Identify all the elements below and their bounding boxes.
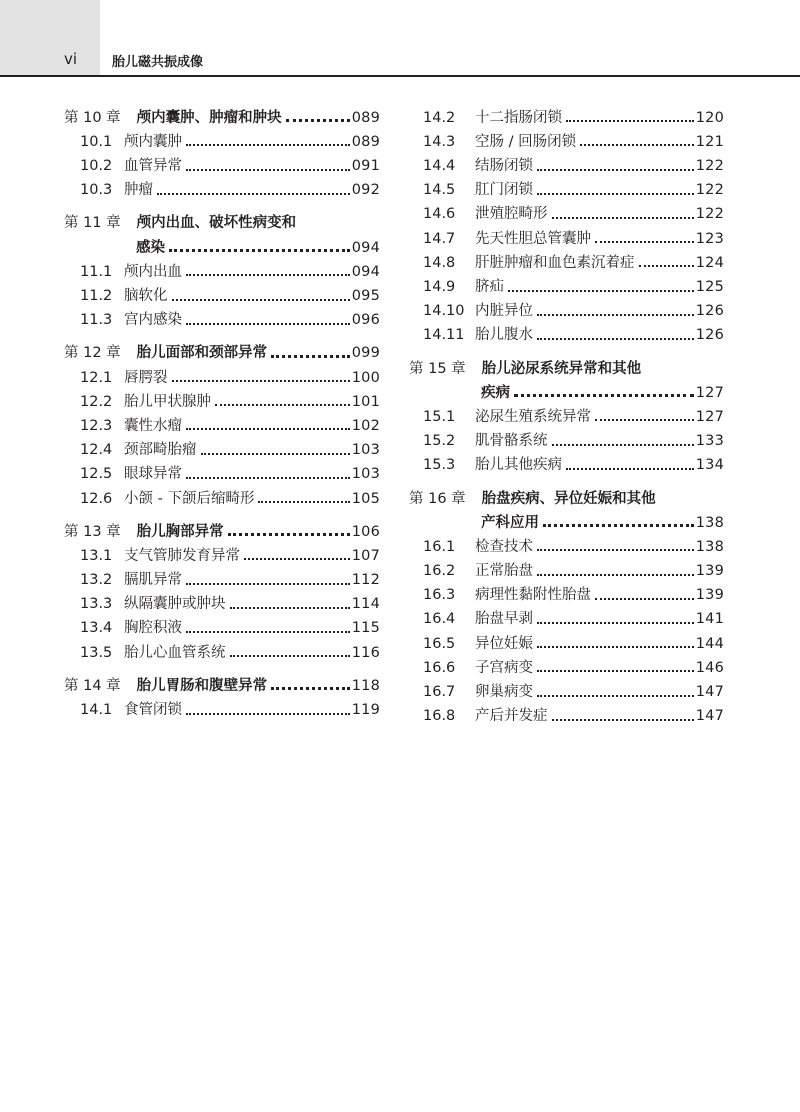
section-title: 内脏异位 xyxy=(475,303,533,320)
toc-section-entry xyxy=(64,255,380,279)
toc-right-column xyxy=(409,101,724,733)
section-page-number: 139 xyxy=(695,563,724,580)
chapter-heading-line xyxy=(409,352,724,376)
dot-leader xyxy=(537,193,694,195)
section-page-number: 107 xyxy=(351,547,380,564)
section-page-number: 100 xyxy=(351,369,380,386)
section-page-number: 089 xyxy=(351,133,380,150)
section-title: 膈肌异常 xyxy=(124,572,182,589)
dot-leader xyxy=(537,169,694,171)
section-number: 16.3 xyxy=(423,587,456,604)
chapter-heading xyxy=(64,207,380,255)
section-page-number: 147 xyxy=(695,684,724,700)
chapter-heading xyxy=(64,337,380,361)
toc-section-entry xyxy=(64,149,380,173)
section-page-number: 126 xyxy=(695,327,724,344)
section-title: 肛门闭锁 xyxy=(475,182,533,199)
section-title: 支气管肺发育异常 xyxy=(124,547,240,564)
toc-section-entry xyxy=(409,198,724,222)
toc-section-entry xyxy=(64,588,380,612)
toc-chapter-block xyxy=(64,207,380,328)
toc-section-entry xyxy=(409,125,724,149)
dot-leader xyxy=(537,314,694,316)
toc-section-entry xyxy=(64,563,380,587)
section-number: 16.2 xyxy=(423,563,456,580)
section-page-number: 122 xyxy=(695,182,724,199)
toc-section-entry xyxy=(409,449,724,473)
dot-leader xyxy=(230,655,350,657)
section-title: 眼球异常 xyxy=(124,466,182,483)
section-number: 12.5 xyxy=(80,466,113,483)
section-number: 16.8 xyxy=(423,708,456,725)
section-title: 胎儿其他疾病 xyxy=(475,457,562,474)
chapter-heading xyxy=(64,669,380,693)
section-title: 卵巢病变 xyxy=(475,684,533,700)
dot-leader xyxy=(595,419,694,421)
section-title: 脑软化 xyxy=(124,288,168,304)
chapter-title: 胎盘疾病、异位妊娠和其他 xyxy=(481,490,656,507)
section-title: 泌尿生殖系统异常 xyxy=(475,408,591,425)
chapter-heading-line xyxy=(409,506,724,530)
dot-leader xyxy=(595,598,694,600)
chapter-title: 产科应用 xyxy=(481,514,539,531)
toc-section-entry xyxy=(409,603,724,627)
section-page-number: 122 xyxy=(695,158,724,175)
section-page-number: 147 xyxy=(695,708,724,725)
dot-leader xyxy=(215,404,350,406)
section-number: 13.3 xyxy=(80,596,113,613)
chapter-page-number: 099 xyxy=(351,345,380,362)
chapter-title: 感染 xyxy=(136,239,165,256)
chapter-heading-line xyxy=(64,669,380,693)
chapter-page-number: 118 xyxy=(351,677,380,694)
section-number: 16.7 xyxy=(423,684,456,700)
dot-leader xyxy=(537,622,694,624)
toc-section-entry xyxy=(64,433,380,457)
section-title: 血管异常 xyxy=(124,158,182,175)
section-title: 十二指肠闭锁 xyxy=(475,109,562,126)
section-title: 颈部畸胎瘤 xyxy=(124,442,197,459)
section-number: 14.6 xyxy=(423,206,456,223)
section-title: 产后并发症 xyxy=(475,708,548,725)
chapter-heading-line xyxy=(409,376,724,400)
toc-section-entry xyxy=(64,636,380,660)
section-title: 正常胎盘 xyxy=(475,563,533,580)
section-page-number: 116 xyxy=(351,644,380,661)
section-title: 食管闭锁 xyxy=(124,702,182,718)
section-number: 10.3 xyxy=(80,182,113,199)
chapter-title: 颅内出血、破坏性病变和 xyxy=(136,215,297,232)
dot-leader xyxy=(186,583,350,585)
header-rule xyxy=(0,75,800,77)
dot-leader xyxy=(514,394,694,397)
section-number: 10.2 xyxy=(80,158,113,175)
toc-section-entry xyxy=(64,693,380,717)
section-title: 肌骨骼系统 xyxy=(475,433,548,450)
section-number: 11.2 xyxy=(80,288,113,304)
toc-section-entry xyxy=(64,279,380,303)
section-page-number: 091 xyxy=(351,158,380,175)
dot-leader xyxy=(580,144,694,146)
section-page-number: 112 xyxy=(351,572,380,589)
dot-leader xyxy=(230,607,350,609)
section-page-number: 103 xyxy=(351,466,380,483)
section-page-number: 115 xyxy=(351,620,380,637)
section-title: 肿瘤 xyxy=(124,182,153,199)
section-number: 11.1 xyxy=(80,263,113,280)
toc-section-entry xyxy=(409,101,724,125)
toc-section-entry xyxy=(64,482,380,506)
dot-leader xyxy=(186,428,350,430)
toc-section-entry xyxy=(64,539,380,563)
section-number: 14.4 xyxy=(423,158,456,175)
section-number: 14.9 xyxy=(423,279,456,295)
toc-section-entry xyxy=(409,700,724,724)
section-page-number: 102 xyxy=(351,417,380,434)
section-title: 空肠 / 回肠闭锁 xyxy=(475,133,577,150)
toc-section-entry xyxy=(409,579,724,603)
section-title: 结肠闭锁 xyxy=(475,158,533,175)
section-number: 16.1 xyxy=(423,538,456,555)
toc-section-entry xyxy=(409,530,724,554)
chapter-number: 第 10 章 xyxy=(64,109,121,126)
dot-leader xyxy=(543,524,694,527)
chapter-heading-line xyxy=(64,337,380,361)
section-number: 12.2 xyxy=(80,393,113,410)
section-page-number: 092 xyxy=(351,182,380,199)
toc-section-entry xyxy=(409,424,724,448)
toc-section-entry xyxy=(409,400,724,424)
dot-leader xyxy=(537,646,694,648)
chapter-page-number: 106 xyxy=(351,523,380,540)
section-number: 14.8 xyxy=(423,254,456,271)
dot-leader xyxy=(566,468,694,470)
section-page-number: 124 xyxy=(695,254,724,271)
chapter-heading xyxy=(64,101,380,125)
section-page-number: 139 xyxy=(695,587,724,604)
chapter-heading xyxy=(64,515,380,539)
section-title: 子宫病变 xyxy=(475,659,533,676)
dot-leader xyxy=(172,299,350,301)
dot-leader xyxy=(186,323,350,325)
section-number: 13.4 xyxy=(80,620,113,637)
toc-section-entry xyxy=(409,246,724,270)
toc-section-entry xyxy=(409,651,724,675)
section-number: 15.3 xyxy=(423,457,456,474)
section-number: 14.11 xyxy=(423,327,465,344)
toc-section-entry xyxy=(64,385,380,409)
section-number: 16.4 xyxy=(423,611,456,628)
section-number: 15.1 xyxy=(423,408,456,425)
chapter-page-number: 089 xyxy=(351,109,380,126)
section-title: 胎儿甲状腺肿 xyxy=(124,393,211,410)
section-number: 12.1 xyxy=(80,369,113,386)
toc-section-entry xyxy=(409,675,724,699)
chapter-heading xyxy=(409,482,724,530)
chapter-heading-line xyxy=(64,231,380,255)
section-page-number: 120 xyxy=(695,109,724,126)
section-number: 14.5 xyxy=(423,182,456,199)
dot-leader xyxy=(186,477,350,479)
dot-leader xyxy=(186,169,350,171)
section-page-number: 103 xyxy=(351,442,380,459)
section-title: 胎儿腹水 xyxy=(475,327,533,344)
dot-leader xyxy=(201,453,350,455)
toc-chapter-block xyxy=(64,337,380,506)
section-page-number: 096 xyxy=(351,312,380,329)
toc-section-entry xyxy=(64,174,380,198)
section-title: 颅内出血 xyxy=(124,263,182,280)
toc-chapter-block xyxy=(409,482,724,724)
dot-leader xyxy=(271,687,350,690)
dot-leader xyxy=(186,713,350,715)
toc-left-column xyxy=(64,101,380,727)
chapter-number: 第 11 章 xyxy=(64,215,121,232)
toc-section-entry xyxy=(409,270,724,294)
dot-leader xyxy=(271,355,350,358)
section-title: 胎儿心血管系统 xyxy=(124,644,226,661)
section-title: 病理性黏附性胎盘 xyxy=(475,587,591,604)
dot-leader xyxy=(157,193,350,195)
toc-section-entry xyxy=(409,222,724,246)
dot-leader xyxy=(537,338,694,340)
section-title: 唇腭裂 xyxy=(124,369,168,386)
toc-chapter-block xyxy=(409,352,724,473)
chapter-number: 第 13 章 xyxy=(64,523,121,540)
section-page-number: 122 xyxy=(695,206,724,223)
running-book-title: 胎儿磁共振成像 xyxy=(112,55,204,70)
section-title: 先天性胆总管囊肿 xyxy=(475,230,591,247)
section-title: 脐疝 xyxy=(475,279,504,295)
chapter-heading-line xyxy=(64,101,380,125)
toc-section-entry xyxy=(64,304,380,328)
section-title: 小颌 - 下颌后缩畸形 xyxy=(124,490,255,507)
chapter-page-number: 138 xyxy=(695,514,724,531)
section-title: 颅内囊肿 xyxy=(124,133,182,150)
dot-leader xyxy=(552,444,694,446)
section-number: 16.5 xyxy=(423,635,456,652)
section-number: 14.1 xyxy=(80,702,113,718)
chapter-title: 胎儿胃肠和腹壁异常 xyxy=(136,677,268,694)
dot-leader xyxy=(186,274,350,276)
dot-leader xyxy=(537,670,694,672)
dot-leader xyxy=(552,719,694,721)
dot-leader xyxy=(537,574,694,576)
section-page-number: 101 xyxy=(351,393,380,410)
section-number: 12.4 xyxy=(80,442,113,459)
section-page-number: 141 xyxy=(695,611,724,628)
chapter-number: 第 15 章 xyxy=(409,360,466,377)
page-number: vi xyxy=(64,50,78,68)
chapter-heading-line xyxy=(64,515,380,539)
section-page-number: 105 xyxy=(351,490,380,507)
section-page-number: 125 xyxy=(695,279,724,295)
section-page-number: 094 xyxy=(351,263,380,280)
toc-section-entry xyxy=(409,174,724,198)
section-number: 14.2 xyxy=(423,109,456,126)
chapter-title: 胎儿泌尿系统异常和其他 xyxy=(481,360,642,377)
section-page-number: 114 xyxy=(351,596,380,613)
section-title: 纵隔囊肿或肿块 xyxy=(124,596,226,613)
section-number: 13.1 xyxy=(80,547,113,564)
section-title: 肝脏肿瘤和血色素沉着症 xyxy=(475,254,635,271)
chapter-page-number: 094 xyxy=(351,239,380,256)
dot-leader xyxy=(172,380,350,382)
dot-leader xyxy=(595,241,694,243)
toc-section-entry xyxy=(64,409,380,433)
section-number: 14.10 xyxy=(423,303,465,320)
section-number: 15.2 xyxy=(423,433,456,450)
dot-leader xyxy=(186,144,350,146)
section-title: 胎盘早剥 xyxy=(475,611,533,628)
chapter-heading-line xyxy=(64,207,380,231)
section-number: 10.1 xyxy=(80,133,113,150)
dot-leader xyxy=(537,549,694,551)
section-page-number: 123 xyxy=(695,230,724,247)
section-title: 检查技术 xyxy=(475,538,533,555)
dot-leader xyxy=(508,290,694,292)
section-number: 14.3 xyxy=(423,133,456,150)
chapter-heading-line xyxy=(409,482,724,506)
section-number: 14.7 xyxy=(423,230,456,247)
chapter-number: 第 16 章 xyxy=(409,490,466,507)
dot-leader xyxy=(639,265,694,267)
toc-chapter-block xyxy=(409,101,724,343)
toc-section-entry xyxy=(409,319,724,343)
section-number: 13.2 xyxy=(80,572,113,589)
toc-section-entry xyxy=(64,125,380,149)
section-page-number: 126 xyxy=(695,303,724,320)
toc-chapter-block xyxy=(64,515,380,660)
section-page-number: 138 xyxy=(695,538,724,555)
section-number: 13.5 xyxy=(80,644,113,661)
dot-leader xyxy=(244,558,350,560)
section-number: 12.6 xyxy=(80,490,113,507)
dot-leader xyxy=(228,533,350,536)
chapter-heading xyxy=(409,352,724,400)
section-page-number: 119 xyxy=(351,702,380,718)
toc-chapter-block xyxy=(64,101,380,198)
chapter-title: 胎儿面部和颈部异常 xyxy=(136,345,268,362)
section-title: 宫内感染 xyxy=(124,312,182,329)
section-page-number: 144 xyxy=(695,635,724,652)
chapter-title: 疾病 xyxy=(481,384,510,401)
section-page-number: 121 xyxy=(695,133,724,150)
chapter-page-number: 127 xyxy=(695,384,724,401)
toc-section-entry xyxy=(409,149,724,173)
section-number: 12.3 xyxy=(80,417,113,434)
section-page-number: 127 xyxy=(695,408,724,425)
dot-leader xyxy=(286,119,350,122)
section-title: 异位妊娠 xyxy=(475,635,533,652)
section-page-number: 146 xyxy=(695,659,724,676)
toc-section-entry xyxy=(64,612,380,636)
chapter-title: 颅内囊肿、肿瘤和肿块 xyxy=(136,109,282,126)
section-number: 16.6 xyxy=(423,659,456,676)
section-number: 11.3 xyxy=(80,312,113,329)
dot-leader xyxy=(258,501,349,503)
toc-section-entry xyxy=(409,627,724,651)
toc-chapter-block xyxy=(64,669,380,717)
dot-leader xyxy=(552,217,694,219)
toc-section-entry xyxy=(64,458,380,482)
section-page-number: 133 xyxy=(695,433,724,450)
section-title: 泄殖腔畸形 xyxy=(475,206,548,223)
chapter-title: 胎儿胸部异常 xyxy=(136,523,224,540)
dot-leader xyxy=(186,631,350,633)
section-page-number: 095 xyxy=(351,288,380,304)
dot-leader xyxy=(537,695,694,697)
section-title: 囊性水瘤 xyxy=(124,417,182,434)
toc-section-entry xyxy=(64,361,380,385)
toc-section-entry xyxy=(409,554,724,578)
dot-leader xyxy=(169,249,350,252)
header-tab-block xyxy=(0,0,100,75)
section-page-number: 134 xyxy=(695,457,724,474)
section-title: 胸腔积液 xyxy=(124,620,182,637)
chapter-number: 第 14 章 xyxy=(64,677,121,694)
dot-leader xyxy=(566,120,694,122)
toc-section-entry xyxy=(409,295,724,319)
chapter-number: 第 12 章 xyxy=(64,345,121,362)
